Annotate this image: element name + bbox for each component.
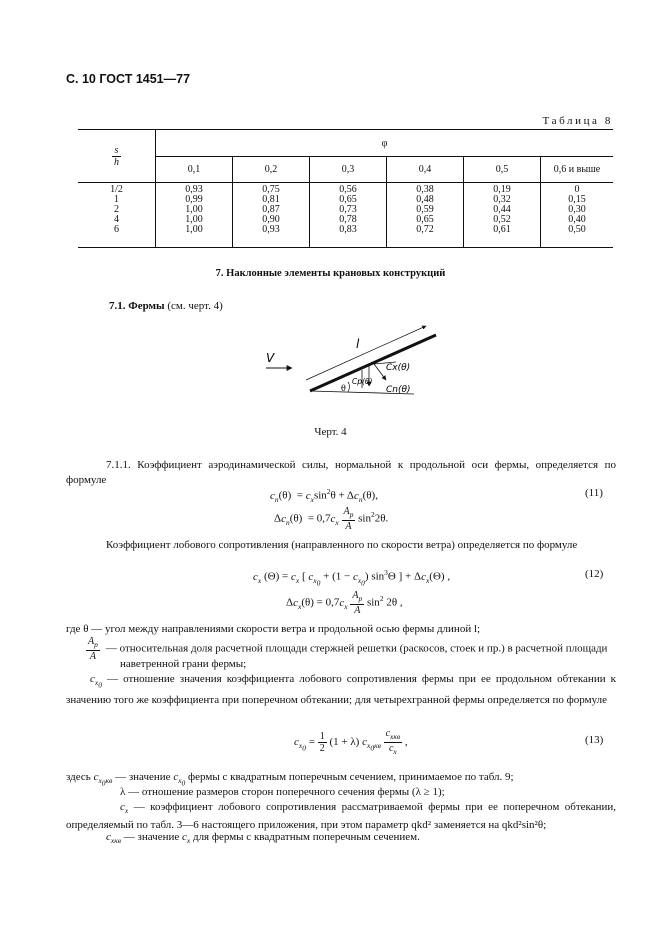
cell: 0,93 bbox=[262, 224, 280, 235]
label-cx: Cx(θ) bbox=[386, 363, 411, 373]
row-header bbox=[78, 130, 156, 183]
angle-arc bbox=[348, 382, 350, 392]
col-values bbox=[233, 183, 310, 248]
s-over-h: $\frac{s}{h}$ bbox=[114, 144, 119, 168]
cell: 0,75 bbox=[262, 184, 280, 195]
col-header: 0,3 bbox=[310, 157, 387, 183]
section-title: 7. Наклонные элементы крановых конструкций bbox=[215, 268, 446, 279]
cx-definition: $c_x$ — коэффициент лобового сопротивления рассматриваемой фермы при ее поперечном обтекании, определяемый по табл. 3—6 настоящего приложения, при этом параметр qkd² заменяется на qkd²sin²θ; bbox=[66, 801, 617, 832]
table-8 bbox=[78, 129, 613, 248]
formula-11: $c_n(\theta) = c_x\sin^2\theta + \Delta c_n(\theta)$, bbox=[270, 487, 378, 504]
subsection-number: 7.1. Фермы bbox=[109, 300, 165, 312]
cell: 0,56 bbox=[339, 184, 357, 195]
cell: 0,72 bbox=[416, 224, 434, 235]
truss-bar bbox=[310, 335, 436, 391]
subsection-title bbox=[109, 300, 223, 312]
cell: 0,99 bbox=[185, 194, 203, 205]
cell: 1,00 bbox=[185, 204, 203, 215]
cell: 0,83 bbox=[339, 224, 357, 235]
formula-number-12: (12) bbox=[585, 568, 604, 580]
cell: 0,65 bbox=[339, 194, 357, 205]
cell: 0,93 bbox=[185, 184, 203, 195]
formula-13: $c_{x_0}$ = $\frac{1}{2}$ (1 + λ) $c_{x_0кв}$ $\frac{c_{xкв}}{c_x}$ , bbox=[294, 728, 408, 756]
cell: 0,32 bbox=[493, 194, 511, 205]
col-values bbox=[387, 183, 464, 248]
row-label: 6 bbox=[114, 224, 119, 235]
cell: 0,81 bbox=[262, 194, 280, 205]
label-l: l bbox=[356, 337, 360, 351]
label-theta: θ bbox=[341, 384, 346, 393]
col-header: 0,2 bbox=[233, 157, 310, 183]
col-values bbox=[541, 183, 614, 248]
cell: 0 bbox=[574, 184, 580, 195]
cx-arrow bbox=[374, 364, 386, 380]
row-label: 2 bbox=[114, 204, 119, 215]
lambda-definition: λ — отношение размеров сторон поперечного сечения фермы (λ ≥ 1); bbox=[120, 786, 445, 798]
cx0-definition: $c_{x_0}$ — отношение значения коэффициента лобового сопротивления фермы при ее продольном обтекании к значению того же коэффициента при поперечном обтекании; для четырехгранной фермы определяется по формуле bbox=[66, 673, 616, 706]
cell: 0,78 bbox=[339, 214, 357, 225]
page-header: С. 10 ГОСТ 1451—77 bbox=[66, 72, 191, 86]
col-values bbox=[464, 183, 541, 248]
label-cp: Cp(θ) bbox=[352, 377, 373, 386]
col-header: 0,4 bbox=[387, 157, 464, 183]
cell: 1,00 bbox=[185, 224, 203, 235]
cell: 0,59 bbox=[416, 204, 434, 215]
label-v: V bbox=[266, 351, 275, 365]
formula-number-11: (11) bbox=[585, 487, 603, 499]
paragraph-711: 7.1.1. Коэффициент аэродинамической силы, нормальной к продольной оси фермы, определяется по формуле bbox=[66, 459, 616, 486]
col-values bbox=[310, 183, 387, 248]
paragraph-drag: Коэффициент лобового сопротивления (направленного по скорости ветра) определяется по формуле bbox=[106, 539, 578, 551]
cxkv-definition: $c_{xкв}$ — значение $c_x$ для фермы с квадратным поперечным сечением. bbox=[106, 831, 420, 846]
cell: 1,00 bbox=[185, 214, 203, 225]
cell: 0,65 bbox=[416, 214, 434, 225]
cell: 0,44 bbox=[493, 204, 511, 215]
cell: 0,48 bbox=[416, 194, 434, 205]
row-label: 4 bbox=[114, 214, 119, 225]
col-header: 0,1 bbox=[156, 157, 233, 183]
cell: 0,38 bbox=[416, 184, 434, 195]
col-values bbox=[156, 183, 233, 248]
figure-caption: Черт. 4 bbox=[314, 426, 347, 438]
col-header: 0,6 и выше bbox=[541, 157, 614, 183]
ap-definition-cont: наветренной грани фермы; bbox=[120, 658, 247, 670]
cell: 0,73 bbox=[339, 204, 357, 215]
cell: 0,50 bbox=[568, 224, 586, 235]
cell: 0,61 bbox=[493, 224, 511, 235]
formula-number-13: (13) bbox=[585, 734, 604, 746]
cell: 0,15 bbox=[568, 194, 586, 205]
cell: 0,40 bbox=[568, 214, 586, 225]
ap-definition: $\frac{A_p}{A}$ — относительная доля расчетной площади стержней решетки (раскосов, стоек и пр.) в расчетной площади bbox=[88, 636, 608, 662]
cell: 0,19 bbox=[493, 184, 511, 195]
theta-definition: где θ — угол между направлениями скорости ветра и продольной осью фермы длиной l; bbox=[66, 623, 481, 635]
cell: 0,87 bbox=[262, 204, 280, 215]
row-labels bbox=[78, 183, 156, 248]
cell: 0,90 bbox=[262, 214, 280, 225]
subsection-ref: (см. черт. 4) bbox=[167, 300, 223, 312]
formula-12b: $\Delta c_x(\theta) = 0,7c_x$ $\frac{A_p}{A}$ $\sin^2 2\theta$ , bbox=[286, 590, 403, 616]
row-label: 1 bbox=[114, 194, 119, 205]
formula-11b: $\Delta c_n(\theta) = 0,7c_x$ $\frac{A_p}{A}$ $\sin^22\theta$. bbox=[274, 506, 389, 532]
cell: 0,30 bbox=[568, 204, 586, 215]
row-label: 1/2 bbox=[110, 184, 123, 195]
formula-12: $c_x$ $(\Theta) = c_x$ [ $c_{x_0} + (1 - c_{x_0})$ $\sin^3\Theta$ ] + $\Delta c_x(\Theta)$ , bbox=[253, 568, 451, 588]
truss-diagram bbox=[256, 322, 456, 412]
col-header: 0,5 bbox=[464, 157, 541, 183]
cell: 0,52 bbox=[493, 214, 511, 225]
label-cn: Cn(θ) bbox=[386, 385, 411, 395]
phi-header: φ bbox=[156, 130, 614, 157]
table-caption: Таблица 8 bbox=[542, 115, 613, 127]
where-line: здесь $c_{x_0кв}$ — значение $c_{x_0}$ фермы с квадратным поперечным сечением, принимаемое по табл. 9; bbox=[66, 771, 514, 788]
